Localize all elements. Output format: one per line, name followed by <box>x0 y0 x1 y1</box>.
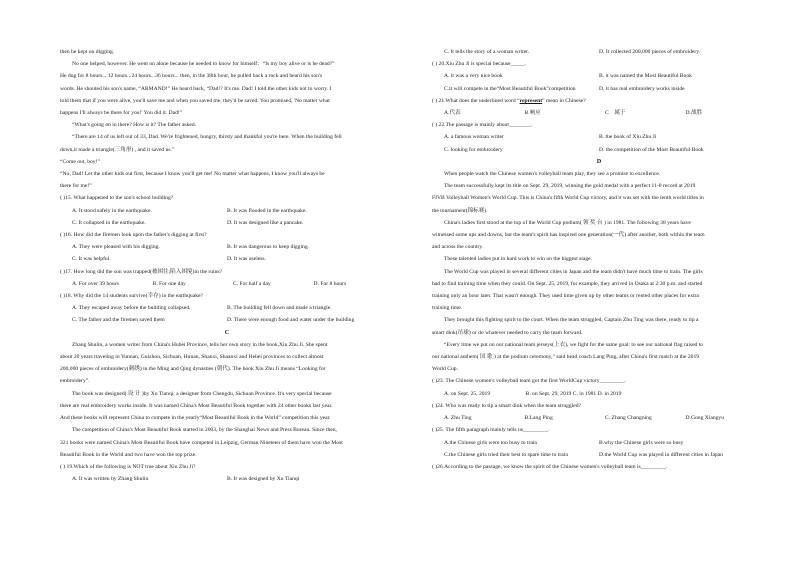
option-b[interactable]: B. on Sept. 29, 2019 C. in 1981 D. in 2019 <box>525 390 622 397</box>
text-line: The book was designed( 设 计 )by Xu Tianqi, a designer from Chengdu, Sichuan Province. It's very special because <box>72 390 332 397</box>
section-heading: C <box>224 328 230 336</box>
stem-text: ” mean in Chinese? <box>542 97 586 104</box>
text-line: The World Cup was played in several different cities in Japan and the team didn't have much time to train. The girls <box>444 268 703 275</box>
text-line: “Come out, boy!” <box>60 158 100 165</box>
text-line: World Cup. <box>432 366 458 373</box>
question-22 <box>432 119 766 156</box>
option-d[interactable]: D. For 8 hours <box>313 280 347 287</box>
option-b[interactable]: B. The building fell down and made a triangle. <box>227 305 332 312</box>
option-a[interactable]: A. They escaped away before the building collapsed. <box>72 305 191 312</box>
text-line: And these books will represent China to compete in the yearly“Most Beautiful Book in the World” competition this year. <box>60 415 331 422</box>
question-stem: ( )26.According to the passage, we know the spirit of the Chinese women's volleyball team is_________. <box>432 463 668 470</box>
option-d[interactable]: D. It was designed like a pancake. <box>227 219 304 226</box>
text-line: No one helped, however. He went on alone because he needed to know for himself：“Is my boy alive or is he dead?” <box>72 61 335 68</box>
text-line: Beautiful Book in the World and two have won the top prize. <box>60 451 197 458</box>
question-23 <box>432 375 766 399</box>
option-b[interactable]: B. it was named the Most Beautiful Book <box>599 73 692 80</box>
option-b[interactable]: B. It was designed by Xu Tianqi <box>227 476 300 483</box>
question-16 <box>60 229 394 266</box>
option-c[interactable]: C. It collapsed in the earthquake. <box>72 219 146 226</box>
text-line: happens I'll always be there for you!' You did it. Dad!” <box>60 110 183 117</box>
text-line: the tournament(锦标赛). <box>432 207 488 214</box>
text-line: 200,000 pieces of embroidery(刺绣) in the Ming and Qing dynasties (朝代). The book Xiu Zhu Ji means “Looking for <box>60 366 326 373</box>
option-b[interactable]: B.why the Chinese girls were so busy <box>599 439 684 446</box>
text-line: there are real embroidery works inside. It was named China's Most Beautiful Book together with 24 other books last year. <box>60 402 333 409</box>
text-line: words. He shouted his son's name, “ARMAND!” He heard back, “Dad!? It's me. Dad! I told the other kids not to worry. I <box>60 85 332 92</box>
question-stem: ( )16. How did the firemen look upon the father's digging at first? <box>60 232 207 239</box>
text-line: Zhang Shulin, a women writer from China's Hubei Province, tells her own story in the book,Xiu Zhu Ji. She spent <box>72 341 328 348</box>
option-a[interactable]: A. Zhu Ting <box>444 415 472 422</box>
option-c[interactable]: C. The father and the firemen saved them <box>72 317 165 324</box>
text-line: smart dink(吊球) or do whatever needed to carry the team forward. <box>432 329 583 336</box>
question-stem: ( )23. The Chinese women's volleyball team got the first WorldCup victory_________. <box>432 378 627 385</box>
option-a[interactable]: A. a famous woman writer <box>444 134 504 141</box>
left-column <box>60 46 394 485</box>
underlined-word: represent <box>519 97 543 104</box>
option-c[interactable]: C. Zhang Changning <box>605 415 652 422</box>
option-b[interactable]: B. It was dangerous to keep digging. <box>227 244 310 251</box>
option-d[interactable]: D. It collected 200,000 pieces of embroidery. <box>599 49 701 55</box>
text-line: training only an hour later. That wasn't enough. They used time given up by other teams or rented other places for extra <box>432 293 699 300</box>
option-d[interactable]: D.Gong Xiangyu <box>685 415 725 422</box>
text-line: “What's going on in there? How is it? The father asked. <box>72 122 197 129</box>
text-line: 321 books were named China's Most Beautiful Book have competed in Leipzig, German Nineteen of them have won the Most <box>60 439 343 446</box>
text-line: They brought this fighting spirit to the court. When the team struggled, Captain Zhu Ting was there, ready to tip a <box>444 317 699 324</box>
option-a[interactable]: A. They were pleased with his digging. <box>72 244 160 251</box>
text-line: and across the country. <box>432 244 484 251</box>
option-a[interactable]: A. on Sept. 25, 2019 <box>444 390 491 397</box>
text-line: These talented ladies put in hard work to win on the biggest stage. <box>444 256 593 263</box>
option-c[interactable]: C. For half a day <box>233 280 271 287</box>
question-stem: ( ) 19.Which of the following is NOT true about Xiu Zhu Ji? <box>60 463 196 470</box>
text-line: training time. <box>432 305 463 312</box>
stem-text: ( ) 21.What does the underlined word “ <box>432 97 520 104</box>
text-line: our national anthem( 国 歌 ) at the podium ceremony,” said head coach Lang Ping, after China's first match at the 2019 <box>432 354 700 361</box>
question-stem: ( )18. Why did the 14 students survive(幸存) in the earthquake? <box>60 293 203 300</box>
option-b[interactable]: B. the book of Xiu Zhu Ji <box>599 134 657 141</box>
passage-c <box>60 339 394 461</box>
text-line: “Every time we put on our national team jerseys(上衣), we fight for the same goal: to see our national flag raised to <box>444 341 704 348</box>
text-line: embroidery”. <box>60 378 90 385</box>
option-a[interactable]: A. It was written by Zhang Shulin <box>72 476 149 483</box>
text-line: FIVB Volleyball Women's World Cup. This is China's fifth World Cup victory, and it was set with the tenth world titles in <box>432 195 704 202</box>
question-stem: ( )25. The fifth paragraph mainly tells us_________. <box>432 427 550 434</box>
question-stem: ( )24. Who was ready to tip a smart dink when the team struggled? <box>432 402 582 409</box>
option-c[interactable]: C 属于 <box>605 110 626 117</box>
text-line: When people watch the Chinese women's volleyball team play, they see a promise to excellence. <box>444 171 661 178</box>
question-stem: ( )15. What happened to the son's school building? <box>60 195 174 202</box>
text-line: China's ladies first stood at the top of the World Cup podium( 领 奖 台 ) in 1981. The following 38 years have <box>444 219 691 226</box>
question-stem: ( ) 20.Xiu Zhu Ji is special because_____. <box>432 61 526 68</box>
option-d[interactable]: D.the World Cup was played in different cities in Japan <box>599 451 723 458</box>
option-c[interactable]: C. It tells the story of a woman writer. <box>444 49 530 55</box>
option-b[interactable]: B.Lang Ping <box>524 415 553 422</box>
option-a[interactable]: A.代表 <box>444 110 461 117</box>
option-d[interactable]: D. It was useless. <box>227 256 266 263</box>
option-c[interactable]: C. looking for embroidery <box>444 146 503 153</box>
question-26 <box>432 461 766 473</box>
right-column <box>432 46 766 473</box>
question-stem: ( ) 22.The passage is mainly about________. <box>432 122 533 129</box>
text-line: there for me!” <box>60 183 92 190</box>
question-24 <box>432 400 766 424</box>
option-b[interactable]: B. For one day <box>152 280 186 287</box>
text-line: had to find training time when they could. On Sept. 25, 2019, for example, they arrived in Osaka at 2:30 p.m. and started <box>432 280 703 287</box>
option-b[interactable]: B.响应 <box>524 110 541 117</box>
text-line: The competition of China's Most Beautiful Book started in 2003, by the Shanghai News and Press Bureau. Since then, <box>72 427 337 434</box>
text-line: The team successfully kept its title on Sept. 29, 2019, winning the gold medal with a perfect 11-0 record at 2019 <box>444 183 696 190</box>
text-line: “No, Dad! Let the other kids out first, because I know you'll get me! No matter what happens, I know you'll always be <box>60 171 325 178</box>
option-a[interactable]: A. It stood safely in the earthquake. <box>72 207 152 214</box>
question-25 <box>432 424 766 461</box>
text-line: “There are 14 of us left out of 33, Dad. We're frightened, hungry, thirsty and thankful you're here. When the building fell <box>72 134 342 141</box>
option-d[interactable]: D.战胜 <box>685 110 703 117</box>
option-d[interactable]: D. it has real embroidery works inside <box>599 85 685 92</box>
option-a[interactable]: A. it was a very nice book <box>444 73 503 80</box>
text-line: He dug for 8 hours... 12 hours...24 hours...36 hours... then, in the 38th hour, he pulled back a rock and heard his son's <box>60 73 323 80</box>
passage-b <box>60 46 394 192</box>
text-line: witnessed some ups and downs, but the team's spirit has inspired one generation(一代) after another, both within the team <box>432 232 705 239</box>
question-21 <box>432 95 766 119</box>
question-stem <box>432 95 766 107</box>
option-b[interactable]: B. It was flooded in the earthquake. <box>227 207 307 214</box>
option-d[interactable]: D. the competition of the Most Beautiful Book <box>599 146 704 153</box>
option-c[interactable]: C.it will compete in the“Most Beautiful Book”competition <box>444 85 576 92</box>
text-line: then he kept on digging. <box>60 49 115 55</box>
option-c[interactable]: C. It was helpful. <box>72 256 111 263</box>
option-d[interactable]: D. There were enough food and water under the building <box>227 317 355 324</box>
question-15 <box>60 192 394 229</box>
section-heading: D <box>596 157 602 165</box>
option-a[interactable]: A.the Chinese girls were too busy to train <box>444 439 538 446</box>
question-18 <box>60 290 394 327</box>
option-c[interactable]: C.the Chinese girls tried their best to spare time to train <box>444 451 569 458</box>
option-a[interactable]: A. For over 39 hours <box>72 280 119 287</box>
question-19 <box>60 461 394 485</box>
passage-d <box>432 168 766 375</box>
text-line: down,it made a triangle(三角形) , and it saved us.” <box>60 146 175 153</box>
question-17 <box>60 266 394 290</box>
question-stem: ( )17. How long did the son was trapped(被困住;陷入困境)in the ruins? <box>60 268 223 275</box>
text-line: about 20 years traveling in Yunnan, Guizhou, Sichuan, Hunan, Shanxi, Shaanxi and Hebei provinces to collect almost <box>60 354 324 361</box>
text-line: told them that if you were alive, you'll save me and when you saved me, they'd be saved. You promised, 'No matter what <box>60 97 330 104</box>
question-20 <box>432 58 766 95</box>
